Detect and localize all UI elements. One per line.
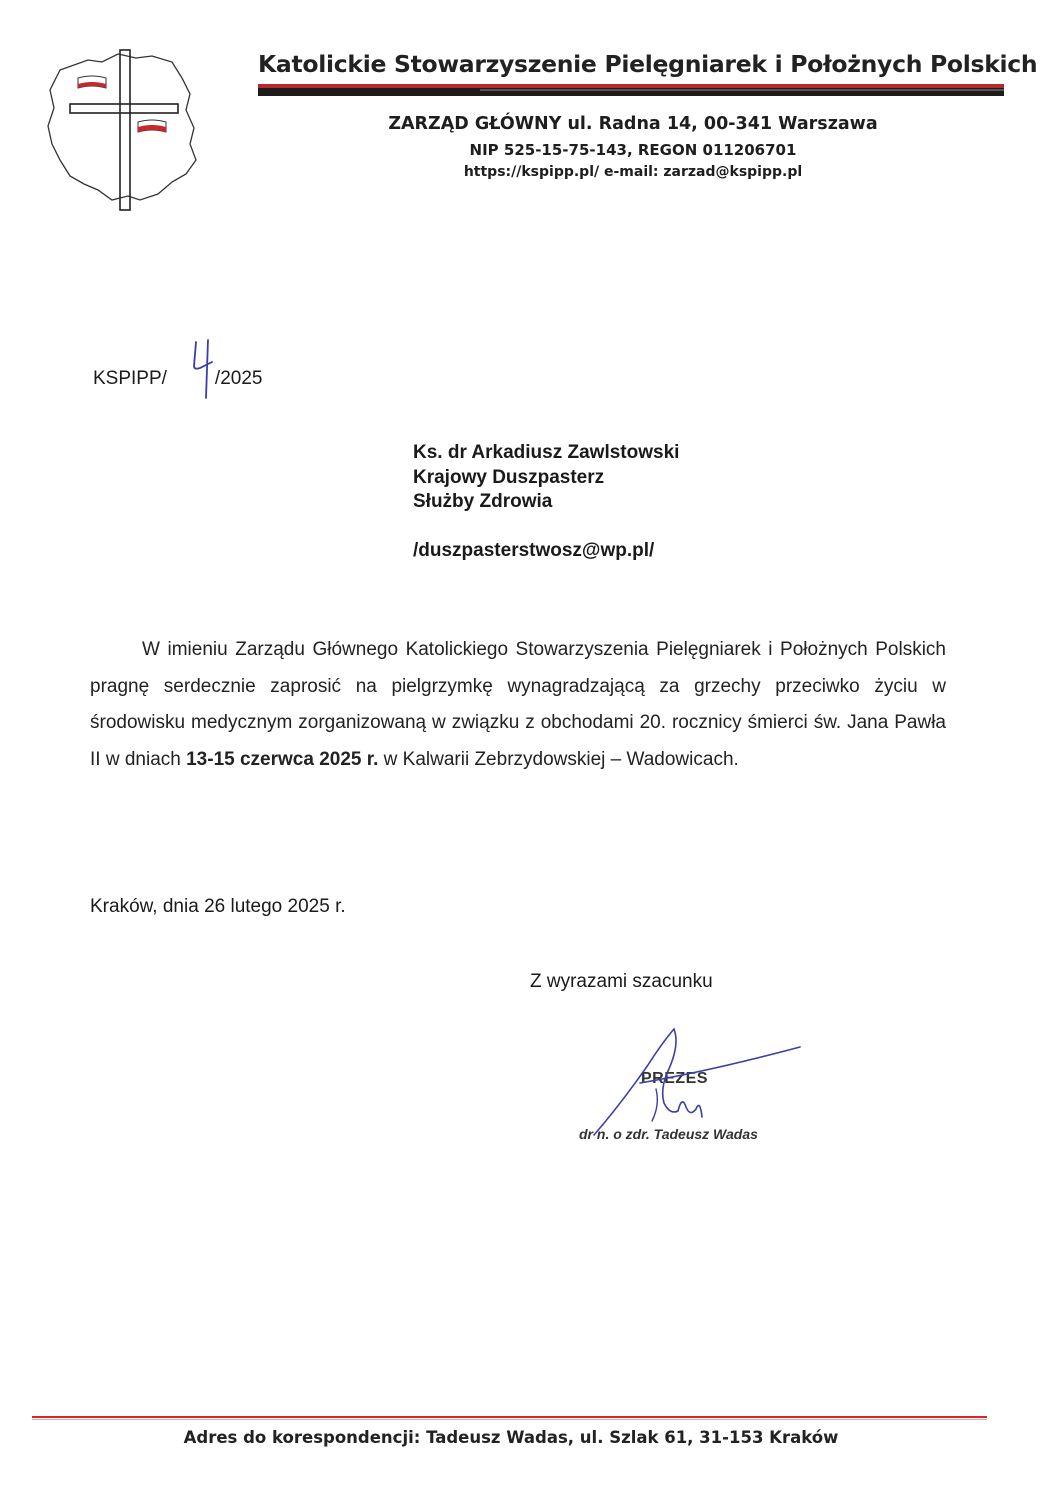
stamp-name: dr n. o zdr. Tadeusz Wadas [579,1126,758,1142]
pilgrimage-dates: 13-15 czerwca 2025 r. [186,748,379,770]
header-tax-ids: NIP 525-15-75-143, REGON 011206701 [469,141,797,159]
reference-suffix: /2025 [214,368,263,389]
flag-icon [138,120,166,132]
body-text-part2: w Kalwarii Zebrzydowskiej – Wadowicach. [378,748,739,770]
body-text-part1: W imieniu Zarządu Głównego Katolickiego Stowarzyszenia Pielęgniarek i Położnych Polskich pragnę serdecznie zaprosić na pielgrzymkę wynagradzającą za grzechy przeciwko życiu w środowisku medycznym zorganizowaną w związku z obchodami 20. rocznicy śmierci św. Jana Pawła II w dniach [90,639,946,770]
flag-icon [78,76,106,88]
header-rule-inner [480,89,1004,91]
recipient-title: Krajowy Duszpasterz [413,467,605,488]
recipient-email: /duszpasterstwosz@wp.pl/ [413,540,655,561]
association-logo [40,48,205,216]
footer-rule-shadow [32,1419,987,1420]
handwritten-signature [590,1025,805,1145]
recipient-title-continued: Służby Zdrowia [413,491,553,512]
recipient-name: Ks. dr Arkadiusz Zawlstowski [413,442,680,463]
header-web-email: https://kspipp.pl/ e-mail: zarzad@kspipp.pl [463,164,803,180]
header-address: ZARZĄD GŁÓWNY ul. Radna 14, 00-341 Warszawa [388,114,878,134]
reference-number [93,368,262,390]
handwritten-reference-number [190,336,216,400]
letter-date: Kraków, dnia 26 lutego 2025 r. [90,896,346,917]
footer-correspondence-address: Adres do korespondencji: Tadeusz Wadas, ul. Szlak 61, 31-153 Kraków [183,1428,839,1447]
organization-name: Katolickie Stowarzyszenie Pielęgniarek i Położnych Polskich [258,50,1038,78]
letter-body [90,632,946,778]
header-rule-accent [258,84,1004,88]
stamp-role: PREZES [641,1070,709,1087]
footer-rule [32,1416,987,1418]
reference-prefix: KSPIPP/ [93,368,167,389]
closing-salutation: Z wyrazami szacunku [530,971,713,992]
